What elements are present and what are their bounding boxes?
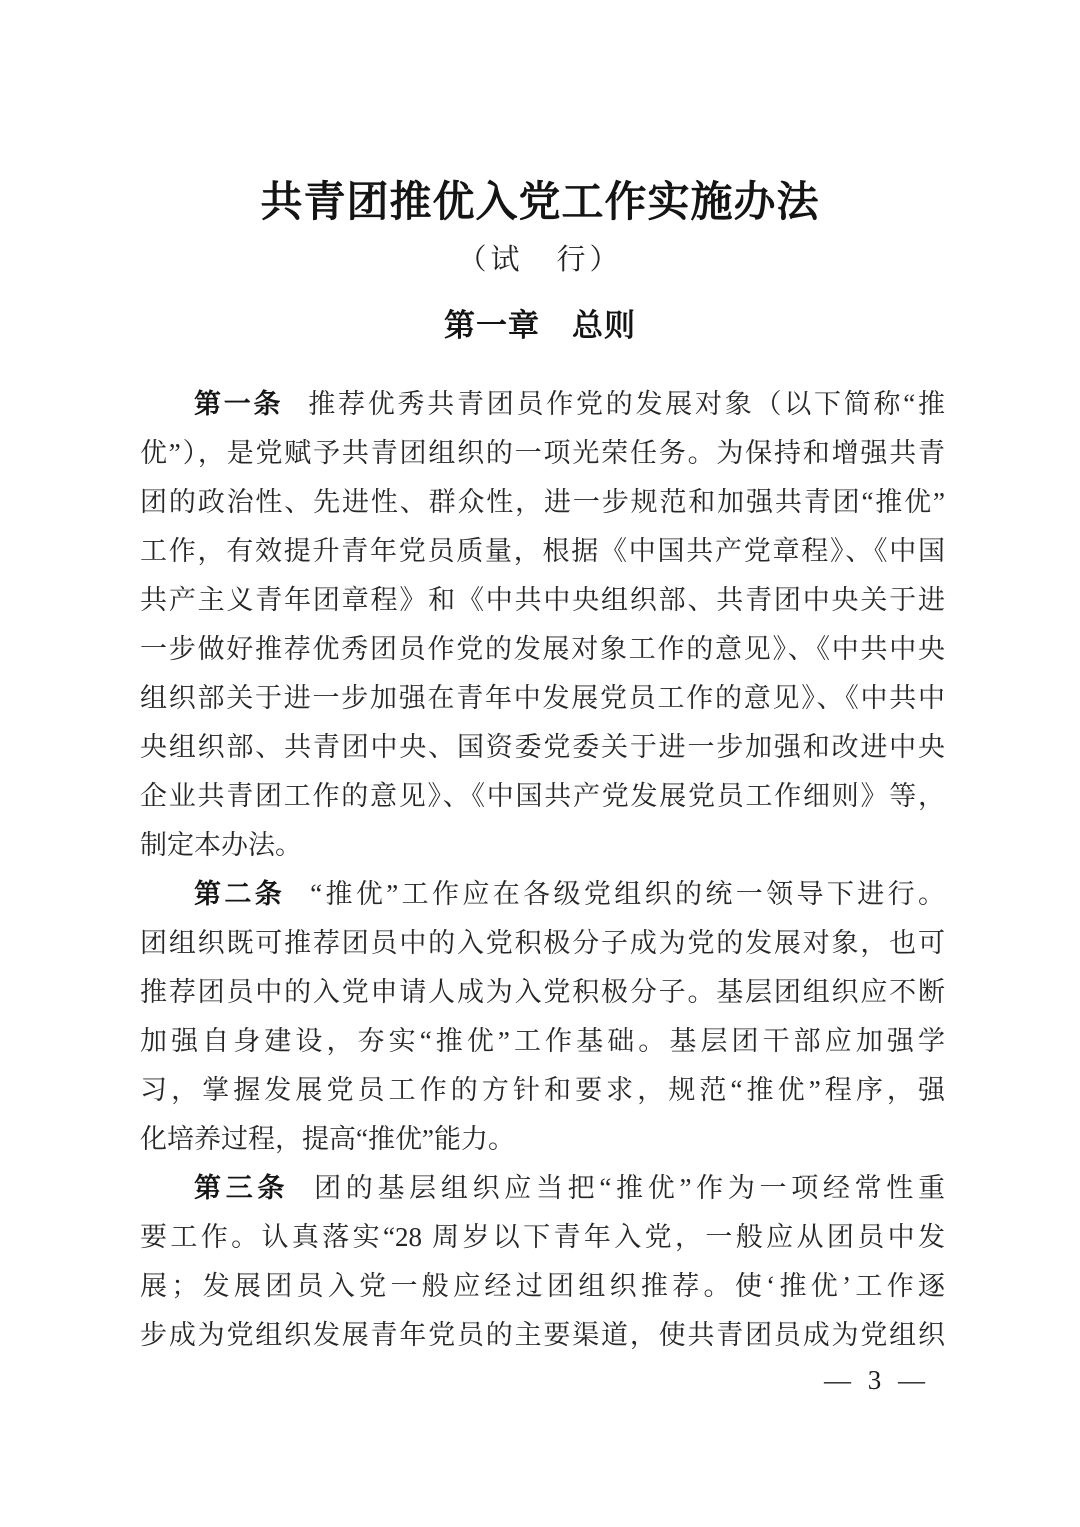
paragraph-first-line [140,1164,945,1213]
body-line: 企业共青团工作的意见》、《中国共产党发展党员工作细则》等， [140,781,945,811]
article-first-line-text: “推优”工作应在各级党组织的统一领导下进行。 [310,879,946,909]
body-line: 团组织既可推荐团员中的入党积极分子成为党的发展对象，也可 [140,928,945,958]
body-line: 一步做好推荐优秀团员作党的发展对象工作的意见》、《中共中央 [140,634,945,664]
article-number-label: 第一条 [194,389,284,419]
document-title: 共青团推优入党工作实施办法 [260,180,820,226]
body-line: 共产主义青年团章程》和《中共中央组织部、共青团中央关于进 [140,585,945,615]
article-number-label: 第三条 [194,1173,290,1203]
body-line: 工作，有效提升青年党员质量，根据《中国共产党章程》、《中国 [140,536,945,566]
article-first-line-text: 推荐优秀共青团员作党的发展对象（以下简称“推 [308,389,946,419]
body-line: 习，掌握发展党员工作的方针和要求，规范“推优”程序，强 [140,1075,945,1105]
body-line: 优”），是党赋予共青团组织的一项光荣任务。为保持和增强共青 [140,438,945,468]
body-line: 团的政治性、先进性、群众性，进一步规范和加强共青团“推优” [140,487,945,517]
body-line: 推荐团员中的入党申请人成为入党积极分子。基层团组织应不断 [140,977,945,1007]
article-number-label: 第二条 [194,879,286,909]
body-line: 展；发展团员入党一般应经过团组织推荐。使‘推优’工作逐 [140,1271,945,1301]
page-number: — 3 — [824,1365,930,1395]
body-line: 要工作。认真落实“28 周岁以下青年入党，一般应从团员中发 [140,1222,945,1252]
body-line: 加强自身建设，夯实“推优”工作基础。基层团干部应加强学 [140,1026,945,1056]
document-subtitle: （试 行） [457,244,623,276]
body-line: 央组织部、共青团中央、国资委党委关于进一步加强和改进中央 [140,732,945,762]
paragraph-first-line [140,870,945,919]
body-line: 步成为党组织发展青年党员的主要渠道，使共青团员成为党组织 [140,1320,945,1350]
article-first-line-text: 团的基层组织应当把“推优”作为一项经常性重 [314,1173,946,1203]
document-body [140,380,945,1360]
body-line: 制定本办法。 [140,830,302,860]
chapter-heading: 第一章 总则 [444,308,636,343]
body-line: 化培养过程，提高“推优”能力。 [140,1124,515,1154]
paragraph-first-line [140,380,945,429]
body-line: 组织部关于进一步加强在青年中发展党员工作的意见》、《中共中 [140,683,945,713]
